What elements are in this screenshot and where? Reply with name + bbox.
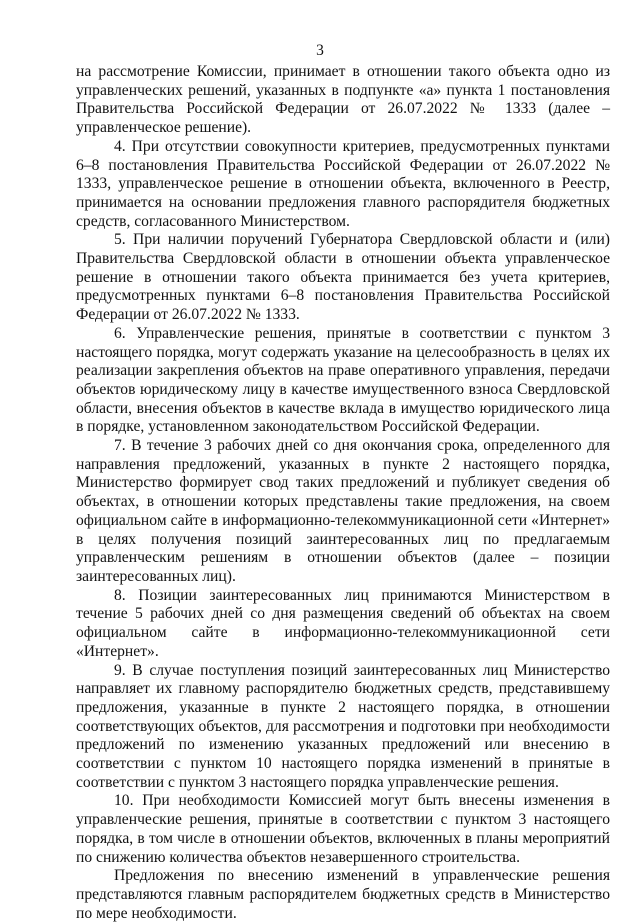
paragraph-5: 5. При наличии поручений Губернатора Свердловской области и (или) Правительства Свердловской области в отношении объекта управленческое решение в отношении такого объекта принимается без учета критериев, предусмотренных пунктами 6–8 постановления Правительства Российской Федерации от 26.07.2022 № 1333. [76,231,610,324]
paragraph-9: 9. В случае поступления позиций заинтересованных лиц Министерство направляет их главному распорядителю бюджетных средств, представившему предложения, указанные в пункте 2 настоящего порядка, в отношении соответствующих объектов, для рассмотрения и подготовки при необходимости предложений по изменению указанных предложений или внесению в соответствии с пунктом 10 настоящего порядка изменений в принятые в соответствии с пунктом 3 настоящего порядка управленческие решения. [76,661,610,791]
document-body [76,63,610,923]
paragraph-intro: на рассмотрение Комиссии, принимает в отношении такого объекта одно из управленческих решений, указанных в подпункте «а» пункта 1 постановления Правительства Российской Федерации от 26.07.2022 № 1333 (далее – управленческое решение). [76,63,610,137]
paragraph-7: 7. В течение 3 рабочих дней со дня окончания срока, определенного для направления предложений, указанных в пункте 2 настоящего порядка, Министерство формирует свод таких предложений и публикует сведения об объектах, в отношении которых представлены такие предложения, на своем официальном сайте в информационно-телекоммуникационной сети «Интернет» в целях получения позиций заинтересованных лиц по предлагаемым управленческим решениям в отношении объектов (далее – позиции заинтересованных лиц). [76,437,610,585]
paragraph-10-note: Предложения по внесению изменений в управленческие решения представляются главным распорядителем бюджетных средств в Министерство по мере необходимости. [76,867,610,922]
paragraph-10: 10. При необходимости Комиссией могут быть внесены изменения в управленческие решения, принятые в соответствии с пунктом 3 настоящего порядка, в том числе в отношении объектов, включенных в планы мероприятий по снижению количества объектов незавершенного строительства. [76,792,610,866]
paragraph-6: 6. Управленческие решения, принятые в соответствии с пунктом 3 настоящего порядка, могут содержать указание на целесообразность в целях их реализации закрепления объектов на праве оперативного управления, передачи объектов юридическому лицу в качестве имущественного взноса Свердловской области, внесения объектов в качестве вклада в имущество юридического лица в порядке, установленном законодательством Российской Федерации. [76,324,610,436]
paragraph-8: 8. Позиции заинтересованных лиц принимаются Министерством в течение 5 рабочих дней со дня размещения сведений об объектах на своем официальном сайте в информационно-телекоммуникационной сети «Интернет». [76,586,610,660]
page-number: 3 [316,42,324,59]
paragraph-4: 4. При отсутствии совокупности критериев, предусмотренных пунктами 6–8 постановления Правительства Российской Федерации от 26.07.2022 № 1333, управленческое решение в отношении объекта, включенного в Реестр, принимается на основании предложения главного распорядителя бюджетных средств, согласованного Министерством. [76,137,610,230]
